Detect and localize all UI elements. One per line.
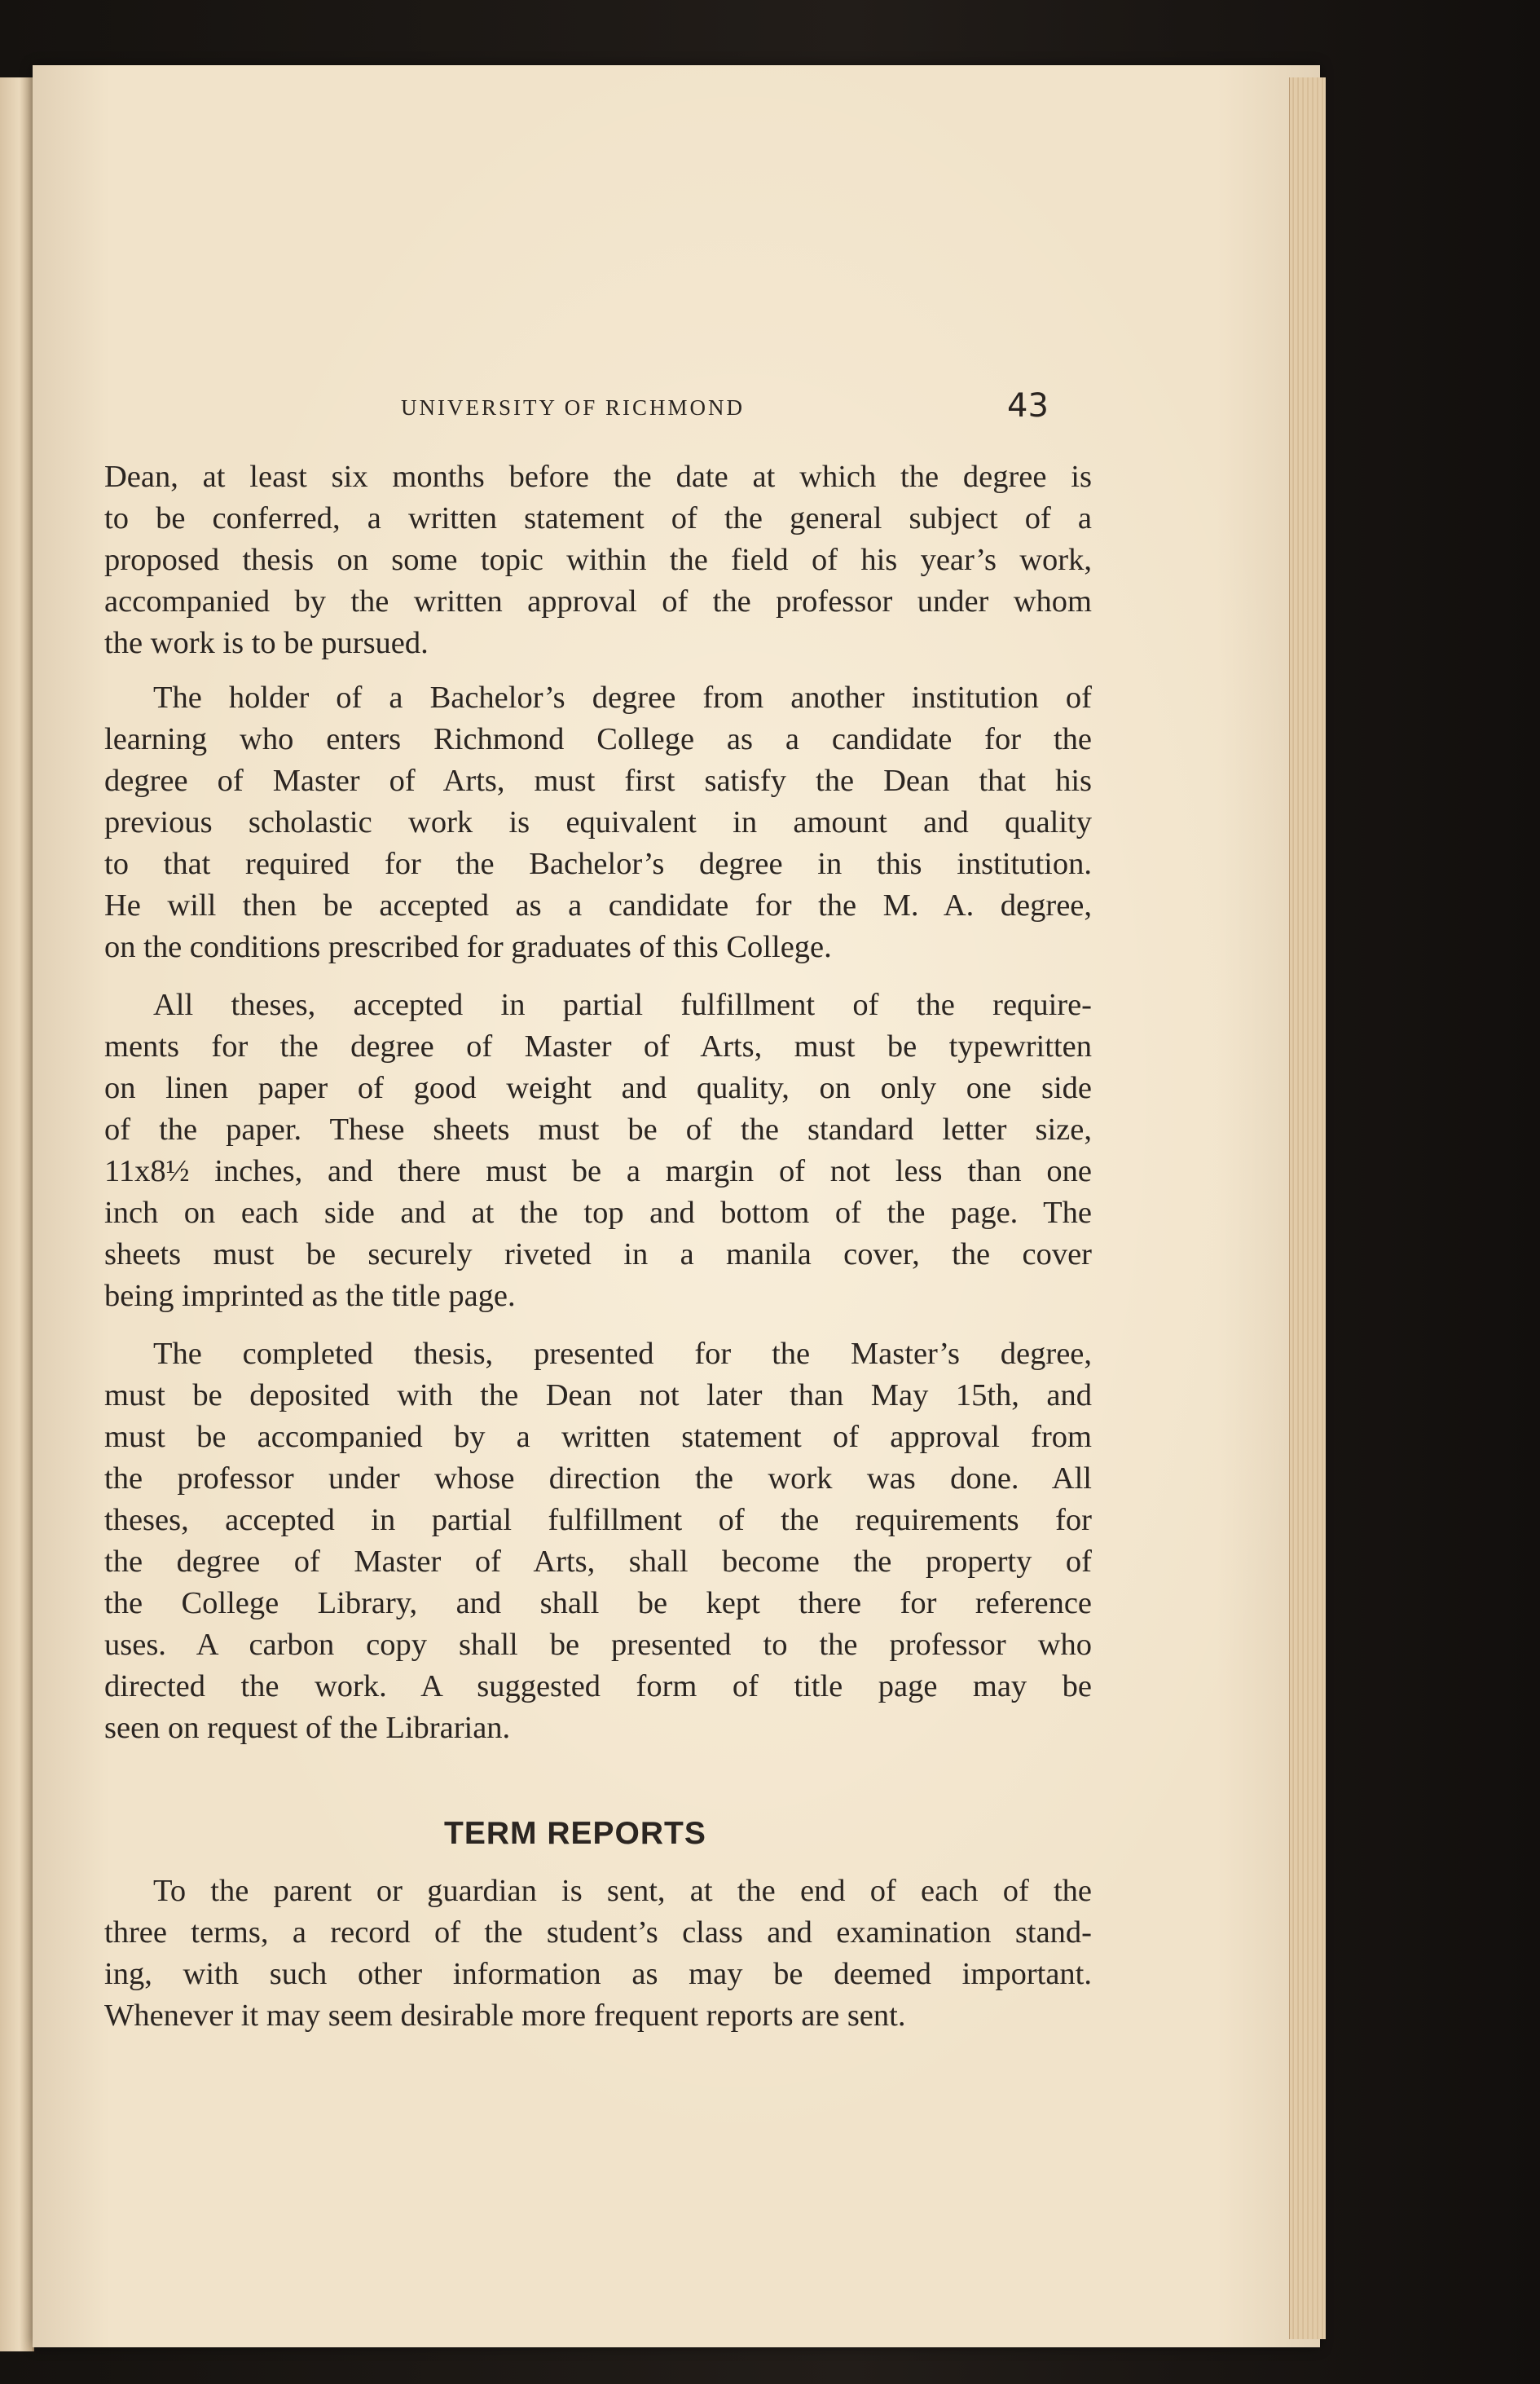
- text-line: accompanied by the written approval of the professor under whom: [104, 584, 1092, 619]
- section-heading: TERM REPORTS: [444, 1816, 706, 1851]
- text-line: previous scholastic work is equivalent in amount and quality: [104, 805, 1092, 839]
- text-line: learning who enters Richmond College as a candidate for the: [104, 722, 1092, 756]
- left-page-edge: [0, 77, 34, 2351]
- text-line: seen on request of the Librarian.: [104, 1711, 511, 1745]
- book-page: [33, 65, 1320, 2347]
- text-line: Whenever it may seem desirable more frequent reports are sent.: [104, 1998, 906, 2033]
- text-line: to that required for the Bachelor’s degree in this institution.: [104, 847, 1092, 881]
- text-line: must be accompanied by a written statement of approval from: [104, 1420, 1092, 1454]
- text-line: on linen paper of good weight and quality, on only one side: [104, 1071, 1092, 1105]
- text-line: to be conferred, a written statement of the general subject of a: [104, 501, 1092, 535]
- text-line: All theses, accepted in partial fulfillment of the require-: [153, 988, 1092, 1022]
- text-line: being imprinted as the title page.: [104, 1279, 516, 1313]
- text-line: must be deposited with the Dean not later than May 15th, and: [104, 1378, 1092, 1412]
- text-line: proposed thesis on some topic within the field of his year’s work,: [104, 543, 1092, 577]
- text-line: on the conditions prescribed for graduates of this College.: [104, 930, 832, 964]
- text-line: Dean, at least six months before the date at which the degree is: [104, 460, 1092, 494]
- text-line: the College Library, and shall be kept there for reference: [104, 1586, 1092, 1620]
- text-line: ments for the degree of Master of Arts, must be typewritten: [104, 1029, 1092, 1064]
- text-line: The holder of a Bachelor’s degree from another institution of: [153, 681, 1092, 715]
- page-number: 43: [1007, 387, 1049, 425]
- text-line: He will then be accepted as a candidate for the M. A. degree,: [104, 888, 1092, 923]
- text-line: inch on each side and at the top and bottom of the page. The: [104, 1196, 1092, 1230]
- text-line: sheets must be securely riveted in a manila cover, the cover: [104, 1237, 1092, 1271]
- text-line: three terms, a record of the student’s class and examination stand-: [104, 1915, 1092, 1950]
- text-line: The completed thesis, presented for the Master’s degree,: [153, 1337, 1092, 1371]
- text-line: the degree of Master of Arts, shall become the property of: [104, 1545, 1092, 1579]
- text-line: uses. A carbon copy shall be presented to the professor who: [104, 1628, 1092, 1662]
- text-line: of the paper. These sheets must be of the standard letter size,: [104, 1113, 1092, 1147]
- page-stack-edge: [1289, 77, 1326, 2339]
- text-line: the professor under whose direction the work was done. All: [104, 1461, 1092, 1496]
- text-line: To the parent or guardian is sent, at the end of each of the: [153, 1874, 1092, 1908]
- text-line: directed the work. A suggested form of title page may be: [104, 1669, 1092, 1703]
- text-line: degree of Master of Arts, must first satisfy the Dean that his: [104, 764, 1092, 798]
- text-line: theses, accepted in partial fulfillment of the requirements for: [104, 1503, 1092, 1537]
- text-line: the work is to be pursued.: [104, 626, 429, 660]
- text-line: ing, with such other information as may be deemed important.: [104, 1957, 1092, 1991]
- running-title: UNIVERSITY OF RICHMOND: [401, 395, 746, 420]
- text-line: 11x8½ inches, and there must be a margin of not less than one: [104, 1154, 1092, 1188]
